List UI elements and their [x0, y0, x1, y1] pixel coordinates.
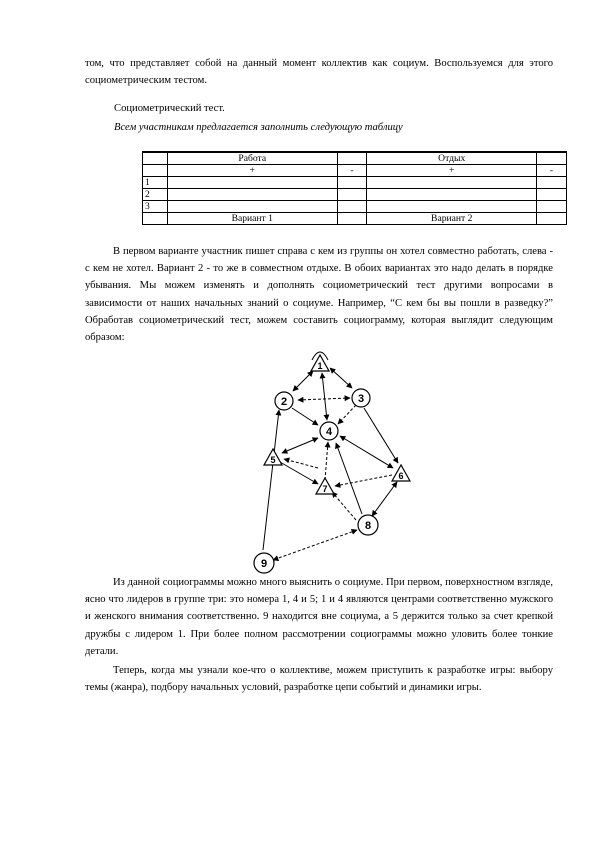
edge-2-1 [293, 371, 313, 391]
edge-7-4 [325, 442, 328, 480]
table-footer-row [143, 213, 567, 225]
edge-2-4 [292, 408, 318, 425]
node-6 [392, 465, 410, 481]
table-cell [367, 201, 537, 213]
table-header-rest: Отдых [367, 152, 537, 165]
table-header-empty [536, 152, 566, 165]
edge-3-6 [364, 408, 398, 463]
table-row-number: 2 [143, 189, 168, 201]
node-3 [352, 389, 370, 407]
edge-5-7 [280, 462, 318, 484]
edge-8-4 [336, 443, 362, 514]
edge-8-7 [332, 492, 356, 520]
svg-text:4: 4 [325, 426, 333, 438]
table-sign-plus: + [168, 165, 338, 177]
table-cell [168, 201, 338, 213]
table-cell [367, 177, 537, 189]
table-sign-minus: - [337, 165, 367, 177]
node-8 [358, 515, 378, 535]
node-5 [264, 449, 282, 465]
paragraph-2: В первом варианте участник пишет справа с кем из группы он хотел совместно работать, слева - с кем не хотел. Вариант 2 - то же в совместном отдыхе. В обоих вариантах это надо делать в порядке убывания. Мы можем изменять и дополнять социометрический тест другими вопросами в зависимости от наших начальных знаний о социуме. Например, “С кем бы вы пошли в разведку?” Обработав социометрический тест, можем составить социограмму, которая выглядит следующим образом: [85, 246, 553, 344]
edge-8-9 [273, 530, 357, 560]
edge-1-4 [322, 373, 327, 420]
table-cell [143, 213, 168, 225]
table-row [143, 177, 567, 189]
table-corner-cell [143, 152, 168, 165]
edge-4-5 [282, 438, 318, 453]
table-footer-variant-2: Вариант 2 [367, 213, 537, 225]
svg-text:5: 5 [270, 455, 276, 465]
table-header-row [143, 152, 567, 165]
table-header-work: Работа [168, 152, 338, 165]
node-2 [275, 392, 293, 410]
sociogram-diagram [245, 350, 430, 580]
table-sign-row [143, 165, 567, 177]
paragraph-3: Из данной социограммы можно много выяснить о социуме. При первом, поверхностном взгляде, ясно что лидеров в группе три: это номера 1, 4 и 5; 1 и 4 являются центрами соответственно мужского и женского внимания соответственно. 9 находится вне социума, а 5 держится только за счет крепкой дружбы с лидером 1. При более полном рассмотрении социограммы можно уловить более тонкие детали. [85, 577, 553, 657]
table-cell [337, 201, 367, 213]
table-header-empty [337, 152, 367, 165]
edge-1-3 [330, 368, 352, 388]
svg-text:8: 8 [364, 520, 372, 532]
table-row-number: 1 [143, 177, 168, 189]
table-cell [536, 213, 566, 225]
table-row [143, 201, 567, 213]
edge-4-6 [340, 436, 393, 468]
table-cell [367, 189, 537, 201]
edge-6-7 [335, 475, 392, 486]
table-cell [168, 177, 338, 189]
node-4 [320, 422, 338, 440]
test-title: Социометрический тест. [114, 103, 225, 114]
svg-text:3: 3 [357, 393, 365, 405]
svg-text:1: 1 [317, 361, 323, 371]
table-cell [337, 213, 367, 225]
table-cell [337, 177, 367, 189]
edge-2-3 [298, 398, 350, 400]
svg-text:2: 2 [280, 396, 288, 408]
svg-text:9: 9 [260, 558, 268, 570]
svg-text:6: 6 [398, 471, 404, 481]
table-sign-minus: - [536, 165, 566, 177]
edge-8-6 [372, 482, 397, 516]
paragraph-4: Теперь, когда мы узнали кое-что о коллективе, можем приступить к разработке игры: выбору темы (жанра), подбору начальных условий, разработке цепи событий и динамики игры. [85, 665, 553, 694]
node-9 [254, 553, 274, 573]
table-cell [337, 189, 367, 201]
table-cell [536, 177, 566, 189]
table-cell [168, 189, 338, 201]
table-cell [536, 201, 566, 213]
edge-7-5 [284, 459, 318, 468]
table-row [143, 189, 567, 201]
survey-table [142, 151, 567, 225]
intro-paragraph: том, что представляет собой на данный момент коллектив как социум. Воспользуемся для этого социометрическим тестом. [85, 58, 553, 87]
test-instruction: Всем участникам предлагается заполнить следующую таблицу [114, 122, 403, 133]
edge-9-2 [263, 410, 279, 550]
table-footer-variant-1: Вариант 1 [168, 213, 338, 225]
table-cell [536, 189, 566, 201]
node-7 [316, 478, 334, 494]
svg-text:7: 7 [322, 484, 328, 494]
table-cell [143, 165, 168, 177]
table-sign-plus: + [367, 165, 537, 177]
edge-3-4 [338, 405, 356, 424]
table-row-number: 3 [143, 201, 168, 213]
